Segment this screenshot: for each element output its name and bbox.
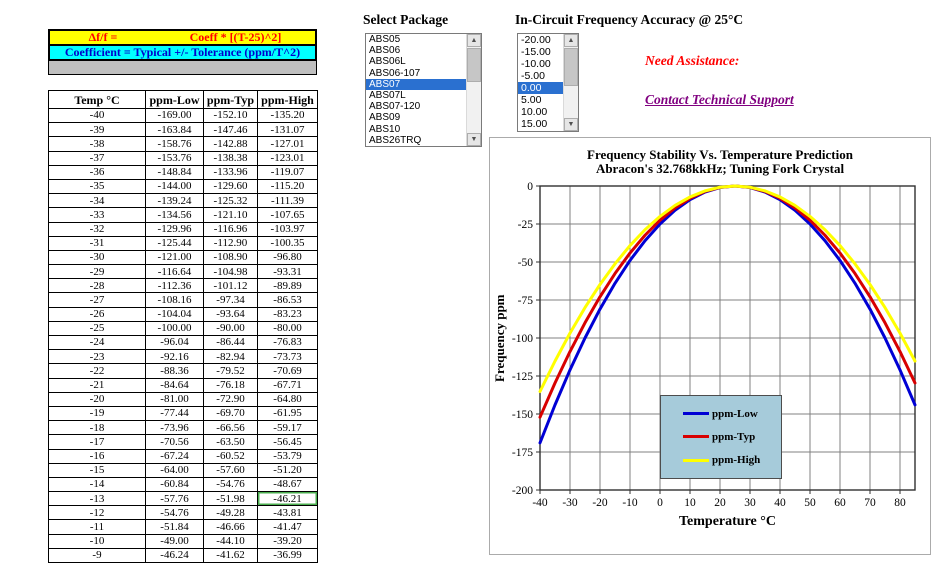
table-row [49, 392, 318, 406]
prediction-table-body [49, 109, 318, 563]
accuracy-listbox[interactable] [517, 33, 579, 132]
table-cell[interactable]: -26 [49, 307, 146, 321]
table-cell[interactable]: -112.90 [204, 236, 258, 250]
table-cell[interactable]: -33 [49, 208, 146, 222]
list-option[interactable]: ABS07-120 [369, 101, 421, 113]
table-cell[interactable]: -16 [49, 449, 146, 463]
table-row [49, 151, 318, 165]
table-row [49, 137, 318, 151]
table-cell[interactable]: -92.16 [146, 350, 204, 364]
table-cell[interactable]: -56.45 [258, 435, 318, 449]
table-cell[interactable]: -59.17 [258, 421, 318, 435]
formula-row [48, 29, 317, 46]
table-cell[interactable]: -66.56 [204, 421, 258, 435]
formula-rhs: Coeff * [(T-25)^2] [189, 30, 282, 44]
table-row [49, 279, 318, 293]
table-row [49, 321, 318, 335]
svg-text:-50: -50 [517, 257, 533, 269]
table-row [49, 406, 318, 420]
table-cell[interactable]: -53.79 [258, 449, 318, 463]
table-cell[interactable]: -129.60 [204, 179, 258, 193]
list-option[interactable]: ABS10 [369, 123, 401, 135]
table-cell[interactable]: -32 [49, 222, 146, 236]
table-row [49, 307, 318, 321]
table-cell[interactable]: -107.65 [258, 208, 318, 222]
table-cell[interactable]: -96.80 [258, 250, 318, 264]
table-cell[interactable]: -35 [49, 179, 146, 193]
table-cell[interactable]: -135.20 [258, 109, 318, 123]
table-row [49, 435, 318, 449]
scroll-track[interactable] [467, 47, 481, 133]
scroll-thumb[interactable] [564, 48, 578, 86]
table-cell[interactable]: -100.00 [146, 321, 204, 335]
table-cell[interactable]: -13 [49, 492, 146, 506]
svg-text:20: 20 [714, 497, 726, 509]
table-cell[interactable]: -93.31 [258, 265, 318, 279]
table-cell[interactable]: -104.04 [146, 307, 204, 321]
table-cell[interactable]: -90.00 [204, 321, 258, 335]
table-row [49, 477, 318, 491]
table-row [49, 208, 318, 222]
accuracy-list-items [518, 34, 563, 131]
table-cell[interactable]: -97.34 [204, 293, 258, 307]
scroll-up-icon[interactable]: ▲ [564, 34, 578, 47]
legend-label: ppm-Typ [712, 430, 756, 443]
scroll-thumb[interactable] [467, 48, 481, 82]
table-cell[interactable]: -76.83 [258, 336, 318, 350]
table-cell[interactable]: -125.32 [204, 194, 258, 208]
table-row [49, 194, 318, 208]
table-cell[interactable]: -34 [49, 194, 146, 208]
table-cell[interactable]: -86.44 [204, 336, 258, 350]
svg-text:0: 0 [527, 181, 533, 193]
table-row [49, 449, 318, 463]
table-cell[interactable]: -82.94 [204, 350, 258, 364]
list-option[interactable]: 15.00 [521, 118, 548, 130]
table-row [49, 463, 318, 477]
table-cell[interactable]: -60.52 [204, 449, 258, 463]
list-option[interactable]: 5.00 [521, 94, 542, 106]
legend-entry [683, 431, 781, 443]
legend-entry [683, 454, 781, 466]
formula-lhs: Δf/f = [88, 30, 118, 44]
list-option[interactable]: ABS26TRQ [369, 134, 422, 146]
accuracy-scrollbar[interactable] [563, 34, 578, 131]
table-row [49, 350, 318, 364]
chart-plot [490, 138, 932, 556]
svg-text:-100: -100 [511, 333, 533, 345]
table-cell[interactable]: -148.84 [146, 165, 204, 179]
table-cell[interactable]: -51.84 [146, 520, 204, 534]
table-cell[interactable]: -30 [49, 250, 146, 264]
table-cell[interactable]: -67.24 [146, 449, 204, 463]
table-row [49, 293, 318, 307]
svg-text:-10: -10 [622, 497, 638, 509]
table-cell[interactable]: -70.69 [258, 364, 318, 378]
table-cell[interactable]: -48.67 [258, 477, 318, 491]
scroll-down-icon[interactable]: ▼ [564, 118, 578, 131]
svg-text:0: 0 [657, 497, 663, 509]
svg-text:10: 10 [684, 497, 696, 509]
svg-text:-20: -20 [592, 497, 608, 509]
table-cell[interactable]: -46.21 [258, 492, 318, 506]
svg-text:50: 50 [804, 497, 816, 509]
table-row [49, 520, 318, 534]
table-cell[interactable]: -54.76 [204, 477, 258, 491]
column-header[interactable]: ppm-Low [146, 91, 204, 109]
table-cell[interactable]: -14 [49, 477, 146, 491]
table-cell[interactable]: -57.60 [204, 463, 258, 477]
table-row [49, 548, 318, 562]
series-ppm-Typ [540, 186, 915, 417]
table-cell[interactable]: -12 [49, 506, 146, 520]
table-cell[interactable]: -96.04 [146, 336, 204, 350]
table-cell[interactable]: -46.66 [204, 520, 258, 534]
table-cell[interactable]: -101.12 [204, 279, 258, 293]
table-cell[interactable]: -89.89 [258, 279, 318, 293]
table-cell[interactable]: -129.96 [146, 222, 204, 236]
table-cell[interactable]: -153.76 [146, 151, 204, 165]
table-cell[interactable]: -86.53 [258, 293, 318, 307]
svg-text:-200: -200 [511, 485, 533, 497]
svg-text:-125: -125 [511, 371, 533, 383]
package-listbox[interactable] [365, 33, 482, 147]
table-cell[interactable]: -73.96 [146, 421, 204, 435]
column-header[interactable]: ppm-Typ [204, 91, 258, 109]
table-cell[interactable]: -20 [49, 392, 146, 406]
list-option[interactable]: ABS07L [369, 89, 406, 101]
table-cell[interactable]: -133.96 [204, 165, 258, 179]
contact-support-link[interactable]: Contact Technical Support [645, 92, 794, 107]
table-cell[interactable]: -169.00 [146, 109, 204, 123]
table-row [49, 378, 318, 392]
table-cell[interactable]: -39 [49, 123, 146, 137]
svg-text:-150: -150 [511, 409, 533, 421]
list-option[interactable]: -20.00 [521, 34, 551, 46]
list-option[interactable]: 10.00 [521, 106, 548, 118]
table-row [49, 534, 318, 548]
table-cell[interactable]: -100.35 [258, 236, 318, 250]
table-cell[interactable]: -57.76 [146, 492, 204, 506]
package-list-label: Select Package [363, 12, 449, 27]
spacer-row [48, 61, 317, 75]
table-cell[interactable]: -28 [49, 279, 146, 293]
table-cell[interactable]: -24 [49, 336, 146, 350]
table-row [49, 222, 318, 236]
table-row [49, 364, 318, 378]
legend-label: ppm-High [712, 454, 761, 467]
svg-text:-75: -75 [517, 295, 533, 307]
svg-text:-25: -25 [517, 219, 533, 231]
y-axis-title: Frequency ppm [492, 294, 507, 382]
scroll-up-icon[interactable]: ▲ [467, 34, 481, 47]
table-cell[interactable]: -70.56 [146, 435, 204, 449]
svg-text:70: 70 [864, 497, 876, 509]
svg-text:-30: -30 [562, 497, 578, 509]
table-cell[interactable]: -9 [49, 548, 146, 562]
table-cell[interactable]: -163.84 [146, 123, 204, 137]
table-cell[interactable]: -51.20 [258, 463, 318, 477]
table-cell[interactable]: -61.95 [258, 406, 318, 420]
table-cell[interactable]: -152.10 [204, 109, 258, 123]
table-cell[interactable]: -41.62 [204, 548, 258, 562]
table-cell[interactable]: -139.24 [146, 194, 204, 208]
legend-line-swatch [683, 459, 709, 462]
list-option[interactable]: ABS06-107 [369, 67, 421, 79]
table-cell[interactable]: -77.44 [146, 406, 204, 420]
table-cell[interactable]: -112.36 [146, 279, 204, 293]
package-list-items [366, 34, 466, 146]
package-scrollbar[interactable] [466, 34, 481, 146]
table-cell[interactable]: -60.84 [146, 477, 204, 491]
table-cell[interactable]: -131.07 [258, 123, 318, 137]
table-row [49, 165, 318, 179]
table-cell[interactable]: -29 [49, 265, 146, 279]
table-cell[interactable]: -121.10 [204, 208, 258, 222]
list-option[interactable]: 0.00 [518, 82, 563, 94]
scroll-track[interactable] [564, 47, 578, 118]
table-cell[interactable]: -46.24 [146, 548, 204, 562]
svg-text:80: 80 [894, 497, 906, 509]
table-cell[interactable]: -36.99 [258, 548, 318, 562]
table-row [49, 265, 318, 279]
table-row [49, 492, 318, 506]
table-cell[interactable]: -18 [49, 421, 146, 435]
table-cell[interactable]: -19 [49, 406, 146, 420]
table-cell[interactable]: -10 [49, 534, 146, 548]
table-cell[interactable]: -63.50 [204, 435, 258, 449]
table-row [49, 506, 318, 520]
table-cell[interactable]: -125.44 [146, 236, 204, 250]
table-cell[interactable]: -103.97 [258, 222, 318, 236]
list-option[interactable]: -5.00 [521, 70, 545, 82]
svg-text:-175: -175 [511, 447, 533, 459]
table-cell[interactable]: -39.20 [258, 534, 318, 548]
table-cell[interactable]: -111.39 [258, 194, 318, 208]
svg-text:60: 60 [834, 497, 846, 509]
table-cell[interactable]: -49.28 [204, 506, 258, 520]
table-cell[interactable]: -37 [49, 151, 146, 165]
coefficient-note: Coefficient = Typical +/- Tolerance (ppm/T^2) [48, 46, 317, 61]
table-cell[interactable]: -40 [49, 109, 146, 123]
table-cell[interactable]: -54.76 [146, 506, 204, 520]
x-axis-title: Temperature °C [679, 514, 776, 529]
chart-legend [660, 395, 782, 479]
table-cell[interactable]: -51.98 [204, 492, 258, 506]
table-cell[interactable]: -144.00 [146, 179, 204, 193]
list-option[interactable]: -15.00 [521, 46, 551, 58]
list-option[interactable]: ABS06L [369, 56, 406, 68]
table-cell[interactable]: -147.46 [204, 123, 258, 137]
table-row [49, 236, 318, 250]
chart-title: Frequency Stability Vs. Temperature Prediction [587, 147, 853, 162]
legend-entry [683, 408, 781, 420]
formula-banner [48, 29, 317, 75]
table-row [49, 179, 318, 193]
list-option[interactable]: -10.00 [521, 58, 551, 70]
table-cell[interactable]: -83.23 [258, 307, 318, 321]
table-cell[interactable]: -44.10 [204, 534, 258, 548]
need-assistance-label: Need Assistance: [645, 53, 740, 68]
table-cell[interactable]: -108.16 [146, 293, 204, 307]
table-cell[interactable]: -67.71 [258, 378, 318, 392]
list-option[interactable]: ABS05 [369, 34, 401, 45]
table-row [49, 421, 318, 435]
table-cell[interactable]: -158.76 [146, 137, 204, 151]
prediction-table [48, 90, 318, 563]
legend-line-swatch [683, 435, 709, 438]
legend-label: ppm-Low [712, 407, 758, 420]
table-cell[interactable]: -138.38 [204, 151, 258, 165]
table-cell[interactable]: -15 [49, 463, 146, 477]
table-cell[interactable]: -84.64 [146, 378, 204, 392]
table-cell[interactable]: -81.00 [146, 392, 204, 406]
table-row [49, 109, 318, 123]
table-cell[interactable]: -31 [49, 236, 146, 250]
list-option[interactable]: ABS07 [366, 79, 466, 90]
chart-subtitle: Abracon's 32.768kkHz; Tuning Fork Crystal [595, 161, 845, 176]
table-cell[interactable]: -108.90 [204, 250, 258, 264]
table-cell[interactable]: -49.00 [146, 534, 204, 548]
table-cell[interactable]: -64.00 [146, 463, 204, 477]
table-row [49, 123, 318, 137]
table-cell[interactable]: -119.07 [258, 165, 318, 179]
column-header[interactable]: ppm-High [258, 91, 318, 109]
table-cell[interactable]: -116.64 [146, 265, 204, 279]
table-header-row [49, 91, 318, 109]
table-cell[interactable]: -116.96 [204, 222, 258, 236]
table-cell[interactable]: -88.36 [146, 364, 204, 378]
svg-text:-40: -40 [532, 497, 548, 509]
table-cell[interactable]: -93.64 [204, 307, 258, 321]
table-cell[interactable]: -72.90 [204, 392, 258, 406]
table-cell[interactable]: -123.01 [258, 151, 318, 165]
table-cell[interactable]: -115.20 [258, 179, 318, 193]
table-cell[interactable]: -23 [49, 350, 146, 364]
table-cell[interactable]: -121.00 [146, 250, 204, 264]
table-cell[interactable]: -69.70 [204, 406, 258, 420]
table-cell[interactable]: -22 [49, 364, 146, 378]
column-header[interactable]: Temp °C [49, 91, 146, 109]
table-cell[interactable]: -79.52 [204, 364, 258, 378]
table-row [49, 336, 318, 350]
table-cell[interactable]: -36 [49, 165, 146, 179]
table-cell[interactable]: -134.56 [146, 208, 204, 222]
chart-frame [489, 137, 931, 555]
table-cell[interactable]: -80.00 [258, 321, 318, 335]
table-cell[interactable]: -25 [49, 321, 146, 335]
table-cell[interactable]: -27 [49, 293, 146, 307]
table-row [49, 250, 318, 264]
svg-text:40: 40 [774, 497, 786, 509]
accuracy-list-label: In-Circuit Frequency Accuracy @ 25°C [515, 12, 744, 27]
svg-text:30: 30 [744, 497, 756, 509]
table-cell[interactable]: -64.80 [258, 392, 318, 406]
table-cell[interactable]: -38 [49, 137, 146, 151]
list-option[interactable]: ABS06 [369, 45, 401, 57]
scroll-down-icon[interactable]: ▼ [467, 133, 481, 146]
table-cell[interactable]: -11 [49, 520, 146, 534]
table-cell[interactable]: -76.18 [204, 378, 258, 392]
table-cell[interactable]: -17 [49, 435, 146, 449]
table-cell[interactable]: -142.88 [204, 137, 258, 151]
table-cell[interactable]: -104.98 [204, 265, 258, 279]
table-cell[interactable]: -41.47 [258, 520, 318, 534]
table-cell[interactable]: -127.01 [258, 137, 318, 151]
legend-line-swatch [683, 412, 709, 415]
table-cell[interactable]: -73.73 [258, 350, 318, 364]
list-option[interactable]: ABS09 [369, 112, 401, 124]
table-cell[interactable]: -21 [49, 378, 146, 392]
table-cell[interactable]: -43.81 [258, 506, 318, 520]
